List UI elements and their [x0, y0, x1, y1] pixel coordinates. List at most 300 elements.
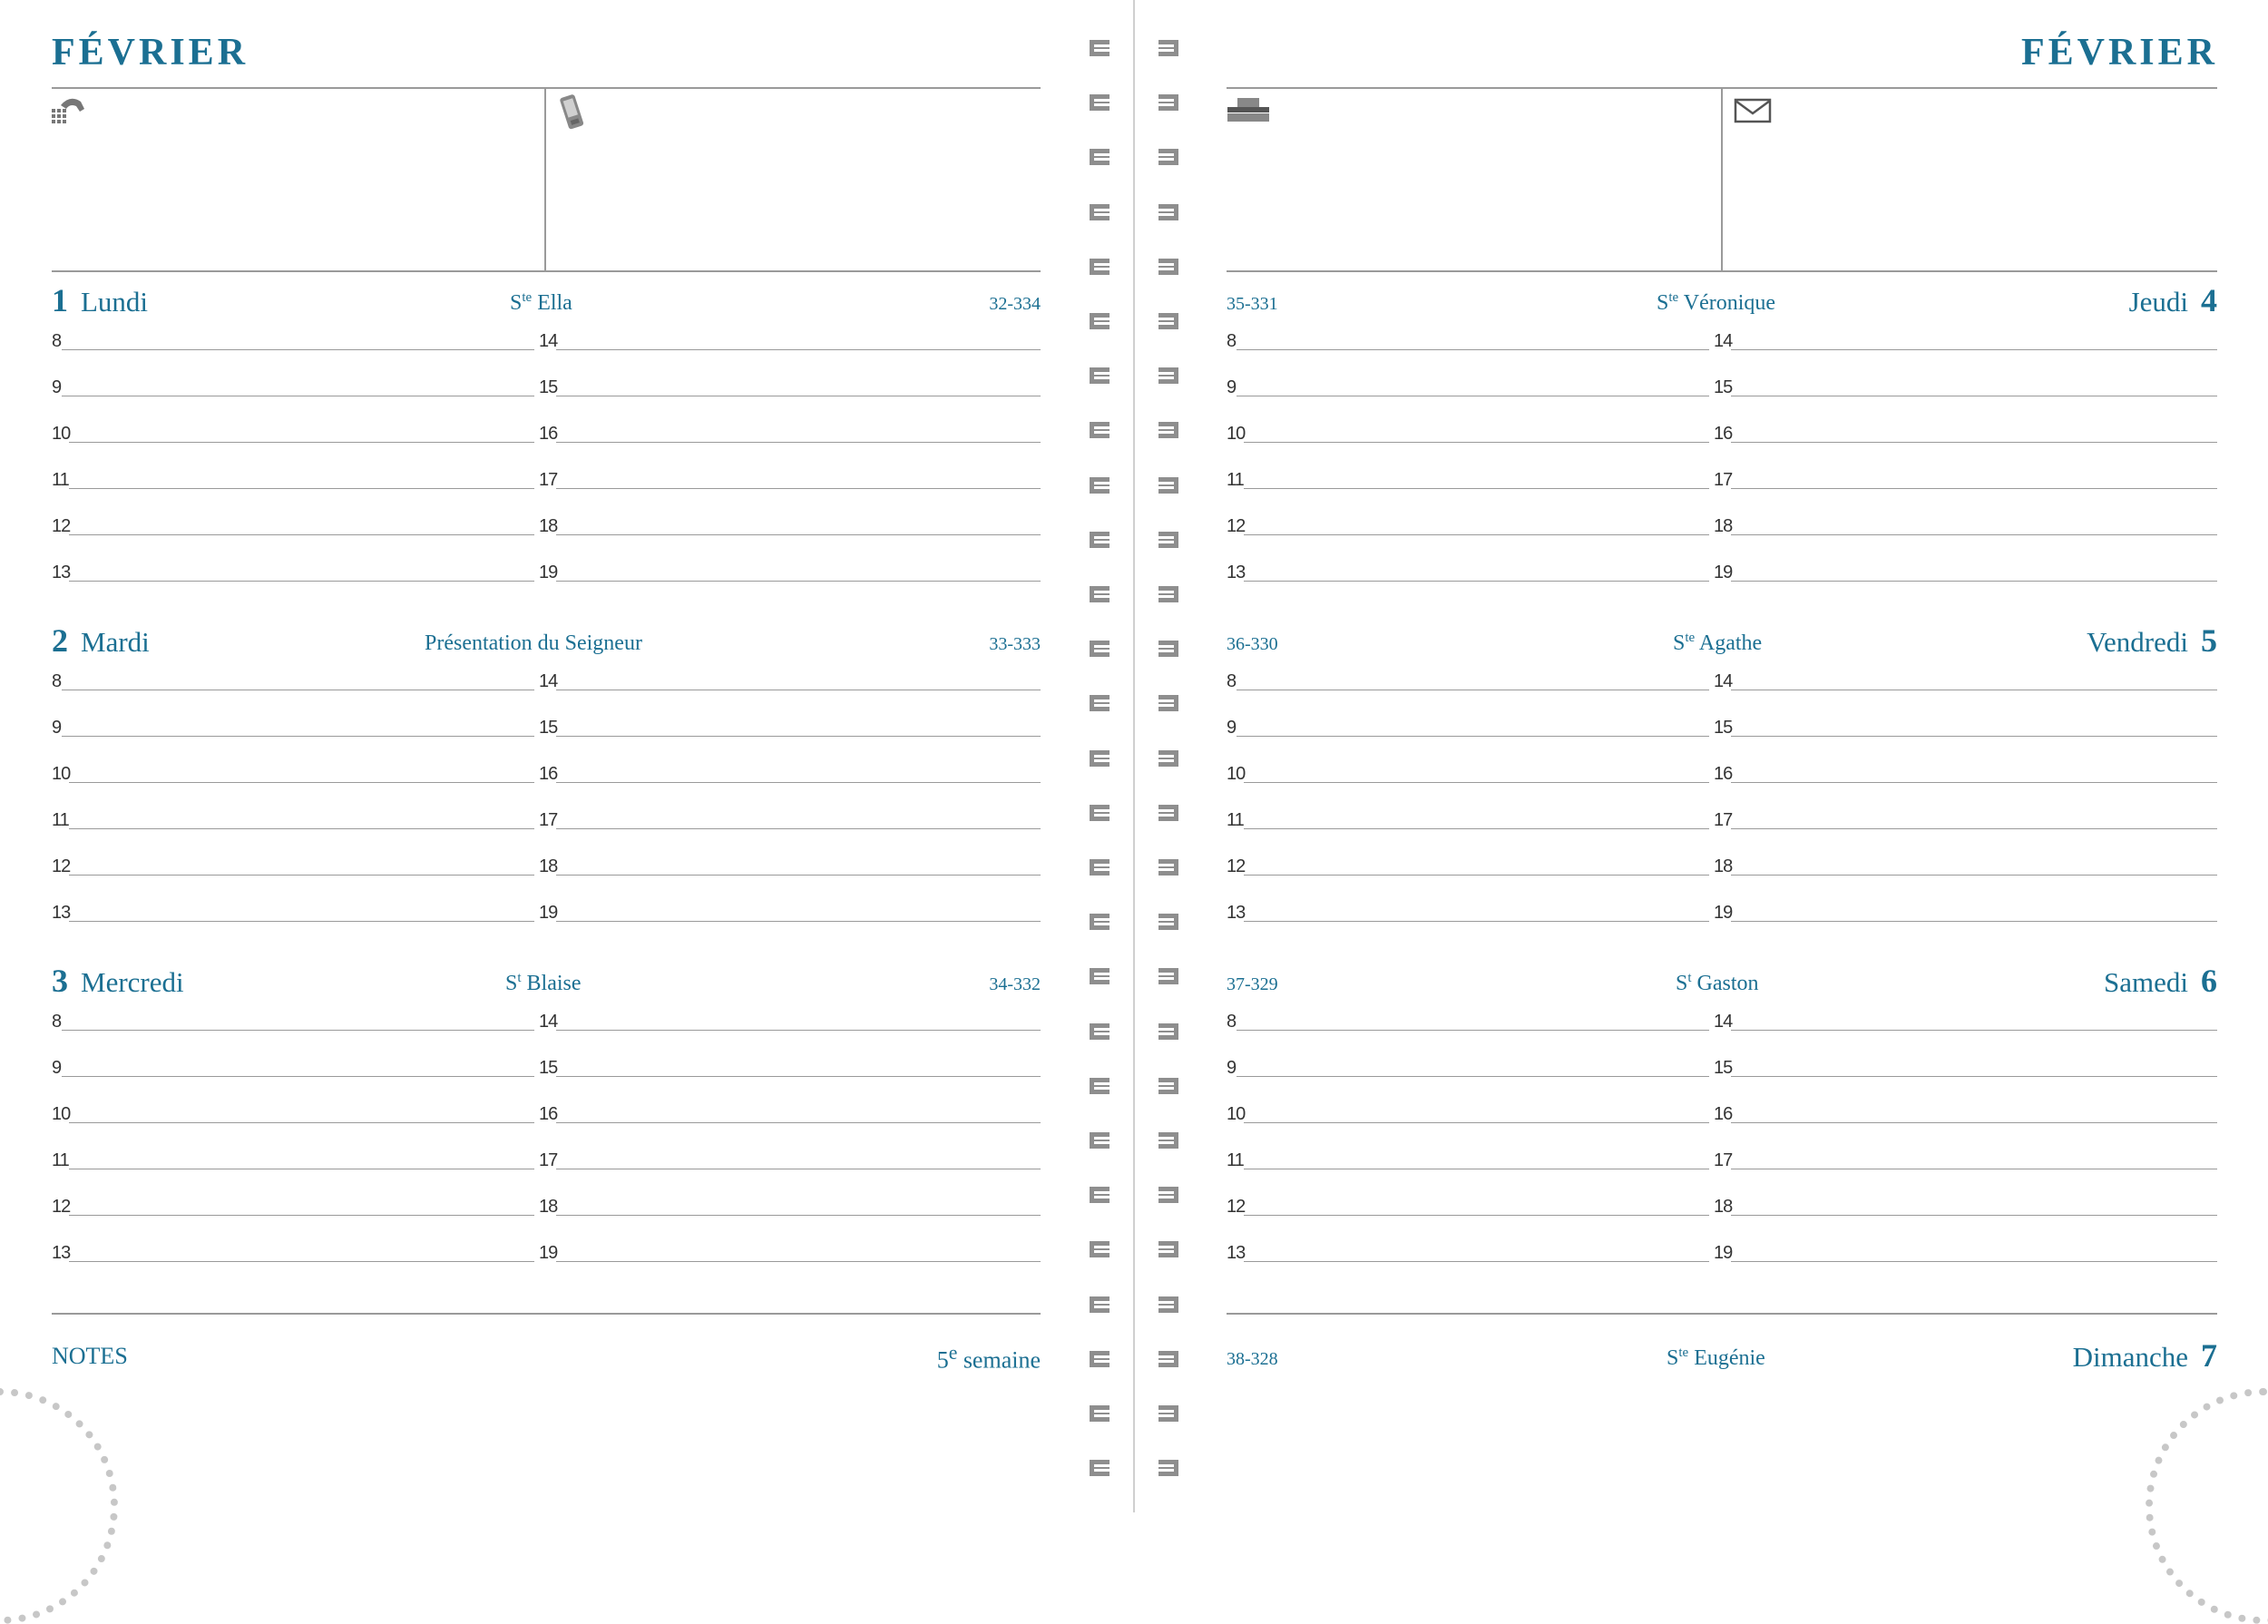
- hour-label: 10: [1227, 764, 1246, 784]
- hour-row[interactable]: [52, 1101, 534, 1129]
- hour-row[interactable]: [52, 1194, 534, 1221]
- hour-label: 11: [1227, 470, 1244, 490]
- hour-row[interactable]: [1714, 669, 2217, 696]
- writing-line: [1244, 488, 1709, 489]
- writing-line: [1244, 875, 1709, 876]
- hour-row[interactable]: [1227, 807, 1709, 835]
- divider: [52, 270, 1041, 272]
- hour-row[interactable]: [52, 467, 534, 494]
- spiral-ring: [1090, 1078, 1111, 1096]
- writing-line: [1731, 736, 2217, 737]
- writing-line: [69, 782, 534, 783]
- hour-row[interactable]: [52, 669, 534, 696]
- hour-label: 18: [1714, 516, 1733, 536]
- hour-row[interactable]: [1714, 1240, 2217, 1267]
- divider: [544, 87, 546, 271]
- hour-label: 17: [1714, 470, 1733, 490]
- hour-row[interactable]: [1714, 854, 2217, 881]
- day-name: Lundi: [81, 286, 149, 318]
- hour-label: 11: [52, 470, 69, 490]
- spiral-ring: [1158, 204, 1180, 222]
- writing-line: [1731, 1030, 2217, 1031]
- hour-label: 15: [1714, 377, 1733, 397]
- hour-row[interactable]: [539, 807, 1041, 835]
- writing-line: [69, 1215, 534, 1216]
- hour-label: 16: [539, 1104, 558, 1124]
- writing-line: [556, 534, 1041, 535]
- hour-row[interactable]: [1227, 1009, 1709, 1036]
- writing-line: [1731, 1215, 2217, 1216]
- hour-label: 15: [539, 1058, 558, 1078]
- day-name: Mardi: [81, 626, 150, 658]
- day-of-year-code: 38-328: [1227, 1349, 1278, 1369]
- hour-row[interactable]: [1714, 715, 2217, 742]
- hour-row[interactable]: [1227, 1194, 1709, 1221]
- writing-line: [556, 349, 1041, 350]
- spiral-ring: [1090, 968, 1111, 986]
- spiral-ring: [1090, 1351, 1111, 1369]
- day-number: 5: [2201, 622, 2217, 659]
- hour-label: 19: [539, 1243, 558, 1263]
- hour-label: 17: [539, 810, 558, 830]
- hour-row[interactable]: [1714, 560, 2217, 587]
- hour-row[interactable]: [1227, 375, 1709, 402]
- saint-name: $S^{te}$ Ella: [510, 290, 572, 315]
- writing-line: [556, 736, 1041, 737]
- writing-line: [556, 1261, 1041, 1262]
- hour-row[interactable]: [539, 761, 1041, 788]
- month-title-right: FÉVRIER: [2020, 32, 2218, 73]
- hour-label: 16: [1714, 764, 1733, 784]
- hour-row[interactable]: [539, 1009, 1041, 1036]
- hour-label: 14: [1714, 671, 1733, 691]
- spiral-ring: [1090, 859, 1111, 877]
- day-header: [1227, 962, 2217, 1002]
- hour-label: 19: [1714, 563, 1733, 582]
- writing-line: [69, 534, 534, 535]
- writing-line: [1731, 581, 2217, 582]
- writing-line: [1244, 1122, 1709, 1123]
- hour-label: 14: [1714, 1012, 1733, 1032]
- hour-row[interactable]: [539, 328, 1041, 356]
- spiral-ring: [1158, 1023, 1180, 1042]
- writing-line: [1731, 828, 2217, 829]
- spiral-ring: [1158, 1132, 1180, 1150]
- spiral-ring: [1090, 1023, 1111, 1042]
- writing-line: [556, 828, 1041, 829]
- hour-label: 12: [1227, 856, 1246, 876]
- day-of-year-code: 34-332: [989, 974, 1041, 994]
- hour-row[interactable]: [539, 375, 1041, 402]
- day-number: 1: [52, 282, 68, 318]
- hour-label: 12: [52, 1197, 71, 1217]
- spiral-ring: [1158, 477, 1180, 495]
- week-number: 5e semaine: [936, 1342, 1041, 1374]
- spiral-ring: [1158, 586, 1180, 604]
- spiral-ring: [1158, 1187, 1180, 1205]
- writing-line: [556, 1076, 1041, 1077]
- spiral-ring: [1090, 204, 1111, 222]
- hour-row[interactable]: [1227, 1055, 1709, 1082]
- hour-row[interactable]: [52, 1009, 534, 1036]
- hour-label: 10: [52, 764, 71, 784]
- spiral-ring: [1090, 1405, 1111, 1423]
- spiral-ring: [1090, 149, 1111, 167]
- hour-label: 9: [52, 1058, 62, 1078]
- hour-label: 12: [1227, 1197, 1246, 1217]
- writing-line: [69, 581, 534, 582]
- hour-label: 18: [539, 1197, 558, 1217]
- writing-line: [69, 921, 534, 922]
- hour-label: 8: [1227, 331, 1237, 351]
- spiral-ring: [1090, 914, 1111, 932]
- hour-row[interactable]: [52, 1055, 534, 1082]
- hour-label: 9: [1227, 1058, 1237, 1078]
- spiral-ring: [1090, 532, 1111, 550]
- writing-line: [62, 1076, 534, 1077]
- hour-label: 18: [1714, 856, 1733, 876]
- hour-label: 18: [1714, 1197, 1733, 1217]
- spiral-ring: [1158, 422, 1180, 440]
- writing-line: [1731, 1076, 2217, 1077]
- divider: [52, 87, 1041, 89]
- spiral-ring: [1158, 968, 1180, 986]
- day-name: Jeudi: [2128, 286, 2188, 318]
- hour-label: 16: [1714, 1104, 1733, 1124]
- hour-row[interactable]: [1714, 421, 2217, 448]
- spiral-ring: [1158, 695, 1180, 713]
- hour-label: 10: [1227, 424, 1246, 444]
- hour-row[interactable]: [539, 715, 1041, 742]
- writing-line: [556, 442, 1041, 443]
- day-header: [52, 621, 1041, 661]
- day-of-year-code: 33-333: [989, 634, 1041, 654]
- hour-row[interactable]: [52, 900, 534, 927]
- spiral-ring: [1090, 422, 1111, 440]
- hour-label: 19: [539, 903, 558, 923]
- hour-row[interactable]: [1227, 669, 1709, 696]
- hour-row[interactable]: [52, 328, 534, 356]
- writing-line: [69, 1261, 534, 1262]
- envelope-icon: [1734, 98, 1774, 125]
- writing-line: [1244, 921, 1709, 922]
- hour-row[interactable]: [52, 1240, 534, 1267]
- hour-label: 8: [1227, 1012, 1237, 1032]
- day-number: 6: [2201, 963, 2217, 999]
- spiral-ring: [1158, 1078, 1180, 1096]
- hour-row[interactable]: [1714, 328, 2217, 356]
- writing-line: [1731, 488, 2217, 489]
- hour-row[interactable]: [1227, 560, 1709, 587]
- hour-row[interactable]: [1714, 1055, 2217, 1082]
- hour-label: 8: [1227, 671, 1237, 691]
- writing-line: [1244, 1261, 1709, 1262]
- writing-line: [62, 736, 534, 737]
- hour-row[interactable]: [539, 900, 1041, 927]
- spiral-ring: [1090, 1132, 1111, 1150]
- hour-label: 19: [539, 563, 558, 582]
- hour-label: 16: [1714, 424, 1733, 444]
- day-number: 4: [2201, 282, 2217, 318]
- writing-line: [1237, 736, 1709, 737]
- spiral-ring: [1090, 1187, 1111, 1205]
- writing-line: [556, 581, 1041, 582]
- spiral-ring: [1158, 1460, 1180, 1478]
- writing-line: [1244, 782, 1709, 783]
- hour-row[interactable]: [539, 514, 1041, 541]
- divider: [1227, 270, 2217, 272]
- hour-row[interactable]: [52, 560, 534, 587]
- hour-label: 9: [1227, 377, 1237, 397]
- hour-label: 10: [52, 1104, 71, 1124]
- decorative-dots: [0, 1388, 118, 1624]
- spiral-ring: [1158, 805, 1180, 823]
- hour-row[interactable]: [1227, 328, 1709, 356]
- spiral-ring: [1158, 40, 1180, 58]
- hour-row[interactable]: [1227, 421, 1709, 448]
- hour-row[interactable]: [1714, 1148, 2217, 1175]
- hour-label: 13: [52, 903, 71, 923]
- hour-label: 10: [1227, 1104, 1246, 1124]
- writing-line: [1244, 828, 1709, 829]
- hour-label: 8: [52, 1012, 62, 1032]
- day-number: 3: [52, 963, 68, 999]
- hour-label: 17: [539, 470, 558, 490]
- hour-row[interactable]: [1227, 900, 1709, 927]
- hour-row[interactable]: [539, 1148, 1041, 1175]
- day-name: Dimanche: [2072, 1341, 2188, 1373]
- spiral-ring: [1158, 313, 1180, 331]
- divider: [52, 1313, 1041, 1315]
- spiral-ring: [1158, 149, 1180, 167]
- day-header: [1227, 1336, 2217, 1376]
- hour-row[interactable]: [1714, 375, 2217, 402]
- hour-label: 18: [539, 856, 558, 876]
- writing-line: [1237, 349, 1709, 350]
- spiral-ring: [1090, 313, 1111, 331]
- day-number: 2: [52, 622, 68, 659]
- saint-name: $S^{te}$ Véronique: [1657, 290, 1776, 315]
- spiral-ring: [1090, 477, 1111, 495]
- saint-name: $S^t$ Gaston: [1676, 971, 1759, 995]
- hour-label: 13: [1227, 903, 1246, 923]
- hour-row[interactable]: [539, 669, 1041, 696]
- hour-row[interactable]: [1227, 1101, 1709, 1129]
- hour-row[interactable]: [1227, 761, 1709, 788]
- hour-row[interactable]: [539, 854, 1041, 881]
- hour-row[interactable]: [52, 1148, 534, 1175]
- day-name: Mercredi: [81, 966, 184, 998]
- hour-row[interactable]: [52, 715, 534, 742]
- hour-row[interactable]: [539, 1055, 1041, 1082]
- hour-row[interactable]: [1714, 514, 2217, 541]
- writing-line: [556, 1122, 1041, 1123]
- hour-row[interactable]: [1714, 900, 2217, 927]
- hour-label: 18: [539, 516, 558, 536]
- day-header: [52, 962, 1041, 1002]
- writing-line: [62, 349, 534, 350]
- hour-row[interactable]: [1227, 1148, 1709, 1175]
- hour-row[interactable]: [1227, 854, 1709, 881]
- hour-label: 15: [539, 718, 558, 738]
- hour-row[interactable]: [539, 421, 1041, 448]
- hour-label: 9: [52, 377, 62, 397]
- decorative-dots: [2146, 1388, 2268, 1624]
- spiral-ring: [1158, 750, 1180, 768]
- spiral-ring: [1090, 1241, 1111, 1259]
- hour-row[interactable]: [539, 1101, 1041, 1129]
- writing-line: [1731, 534, 2217, 535]
- spiral-ring: [1090, 641, 1111, 659]
- writing-line: [1244, 581, 1709, 582]
- spiral-ring: [1090, 695, 1111, 713]
- hour-label: 12: [1227, 516, 1246, 536]
- hour-row[interactable]: [52, 514, 534, 541]
- hour-row[interactable]: [1714, 467, 2217, 494]
- hour-label: 14: [1714, 331, 1733, 351]
- writing-line: [1237, 1030, 1709, 1031]
- spiral-ring: [1090, 586, 1111, 604]
- hour-row[interactable]: [52, 854, 534, 881]
- hour-label: 11: [1227, 810, 1244, 830]
- hour-row[interactable]: [539, 1194, 1041, 1221]
- hour-row[interactable]: [539, 1240, 1041, 1267]
- day-of-year-code: 37-329: [1227, 974, 1278, 994]
- hour-label: 8: [52, 671, 62, 691]
- hour-label: 12: [52, 516, 71, 536]
- writing-line: [69, 488, 534, 489]
- hour-label: 10: [52, 424, 71, 444]
- month-title-left: FÉVRIER: [52, 32, 249, 73]
- hour-label: 14: [539, 331, 558, 351]
- writing-line: [69, 875, 534, 876]
- saint-name: $S^{te}$ Agathe: [1673, 631, 1763, 655]
- hour-label: 17: [1714, 1150, 1733, 1170]
- hour-label: 15: [1714, 1058, 1733, 1078]
- writing-line: [1731, 921, 2217, 922]
- writing-line: [556, 782, 1041, 783]
- writing-line: [1244, 534, 1709, 535]
- hour-label: 11: [52, 1150, 69, 1170]
- spiral-ring: [1090, 367, 1111, 386]
- writing-line: [69, 442, 534, 443]
- spiral-ring: [1090, 1296, 1111, 1315]
- phone-icon: [50, 96, 88, 129]
- hour-row[interactable]: [539, 560, 1041, 587]
- binding-fold: [1133, 0, 1135, 1512]
- spiral-ring: [1158, 914, 1180, 932]
- hour-row[interactable]: [52, 807, 534, 835]
- saint-name: $S^t$ Blaise: [505, 971, 582, 995]
- hour-label: 19: [1714, 1243, 1733, 1263]
- spiral-ring: [1158, 1351, 1180, 1369]
- hour-row[interactable]: [1714, 761, 2217, 788]
- spiral-ring: [1158, 94, 1180, 113]
- spiral-ring: [1090, 1460, 1111, 1478]
- spiral-ring: [1090, 259, 1111, 277]
- spiral-ring: [1158, 1405, 1180, 1423]
- hour-row[interactable]: [1227, 1240, 1709, 1267]
- spiral-ring: [1158, 641, 1180, 659]
- hour-label: 11: [1227, 1150, 1244, 1170]
- hour-row[interactable]: [539, 467, 1041, 494]
- day-of-year-code: 35-331: [1227, 294, 1278, 314]
- hour-label: 14: [539, 1012, 558, 1032]
- hour-row[interactable]: [1714, 807, 2217, 835]
- spiral-ring: [1090, 805, 1111, 823]
- day-name: Vendredi: [2087, 626, 2188, 658]
- writing-line: [69, 1122, 534, 1123]
- writing-line: [69, 828, 534, 829]
- writing-line: [1731, 875, 2217, 876]
- hour-label: 13: [52, 563, 71, 582]
- hour-row[interactable]: [52, 761, 534, 788]
- hour-row[interactable]: [1714, 1194, 2217, 1221]
- writing-line: [1731, 442, 2217, 443]
- hour-label: 15: [539, 377, 558, 397]
- spiral-ring: [1090, 40, 1111, 58]
- notes-label: NOTES: [52, 1343, 128, 1369]
- hour-label: 9: [52, 718, 62, 738]
- spiral-ring: [1090, 94, 1111, 113]
- hour-label: 17: [1714, 810, 1733, 830]
- spiral-ring: [1158, 367, 1180, 386]
- hour-label: 17: [539, 1150, 558, 1170]
- day-header: [52, 281, 1041, 321]
- writing-line: [1731, 1261, 2217, 1262]
- writing-line: [556, 488, 1041, 489]
- hour-row[interactable]: [52, 375, 534, 402]
- hour-label: 19: [1714, 903, 1733, 923]
- writing-line: [1244, 442, 1709, 443]
- day-header: [1227, 621, 2217, 661]
- hour-row[interactable]: [1714, 1009, 2217, 1036]
- hour-label: 12: [52, 856, 71, 876]
- hour-row[interactable]: [1227, 514, 1709, 541]
- mobile-phone-icon: [557, 93, 588, 132]
- writing-line: [1237, 1076, 1709, 1077]
- spiral-ring: [1158, 532, 1180, 550]
- hour-label: 11: [52, 810, 69, 830]
- saint-name: Présentation du Seigneur: [425, 631, 642, 655]
- hour-label: 8: [52, 331, 62, 351]
- spiral-ring: [1090, 750, 1111, 768]
- hour-row[interactable]: [1714, 1101, 2217, 1129]
- spiral-ring: [1158, 1241, 1180, 1259]
- writing-line: [556, 921, 1041, 922]
- hour-label: 15: [1714, 718, 1733, 738]
- spiral-ring: [1158, 259, 1180, 277]
- hour-label: 9: [1227, 718, 1237, 738]
- hour-label: 13: [1227, 563, 1246, 582]
- hour-row[interactable]: [1227, 715, 1709, 742]
- writing-line: [1731, 349, 2217, 350]
- hour-row[interactable]: [52, 421, 534, 448]
- writing-line: [1731, 1122, 2217, 1123]
- hour-label: 16: [539, 764, 558, 784]
- hour-row[interactable]: [1227, 467, 1709, 494]
- spiral-ring: [1158, 1296, 1180, 1315]
- spiral-ring: [1158, 859, 1180, 877]
- day-number: 7: [2201, 1337, 2217, 1374]
- saint-name: $S^{te}$ Eugénie: [1667, 1345, 1765, 1370]
- writing-line: [1731, 782, 2217, 783]
- hour-label: 13: [52, 1243, 71, 1263]
- fax-icon: [1227, 96, 1272, 123]
- writing-line: [556, 1215, 1041, 1216]
- day-of-year-code: 32-334: [989, 294, 1041, 314]
- writing-line: [62, 1030, 534, 1031]
